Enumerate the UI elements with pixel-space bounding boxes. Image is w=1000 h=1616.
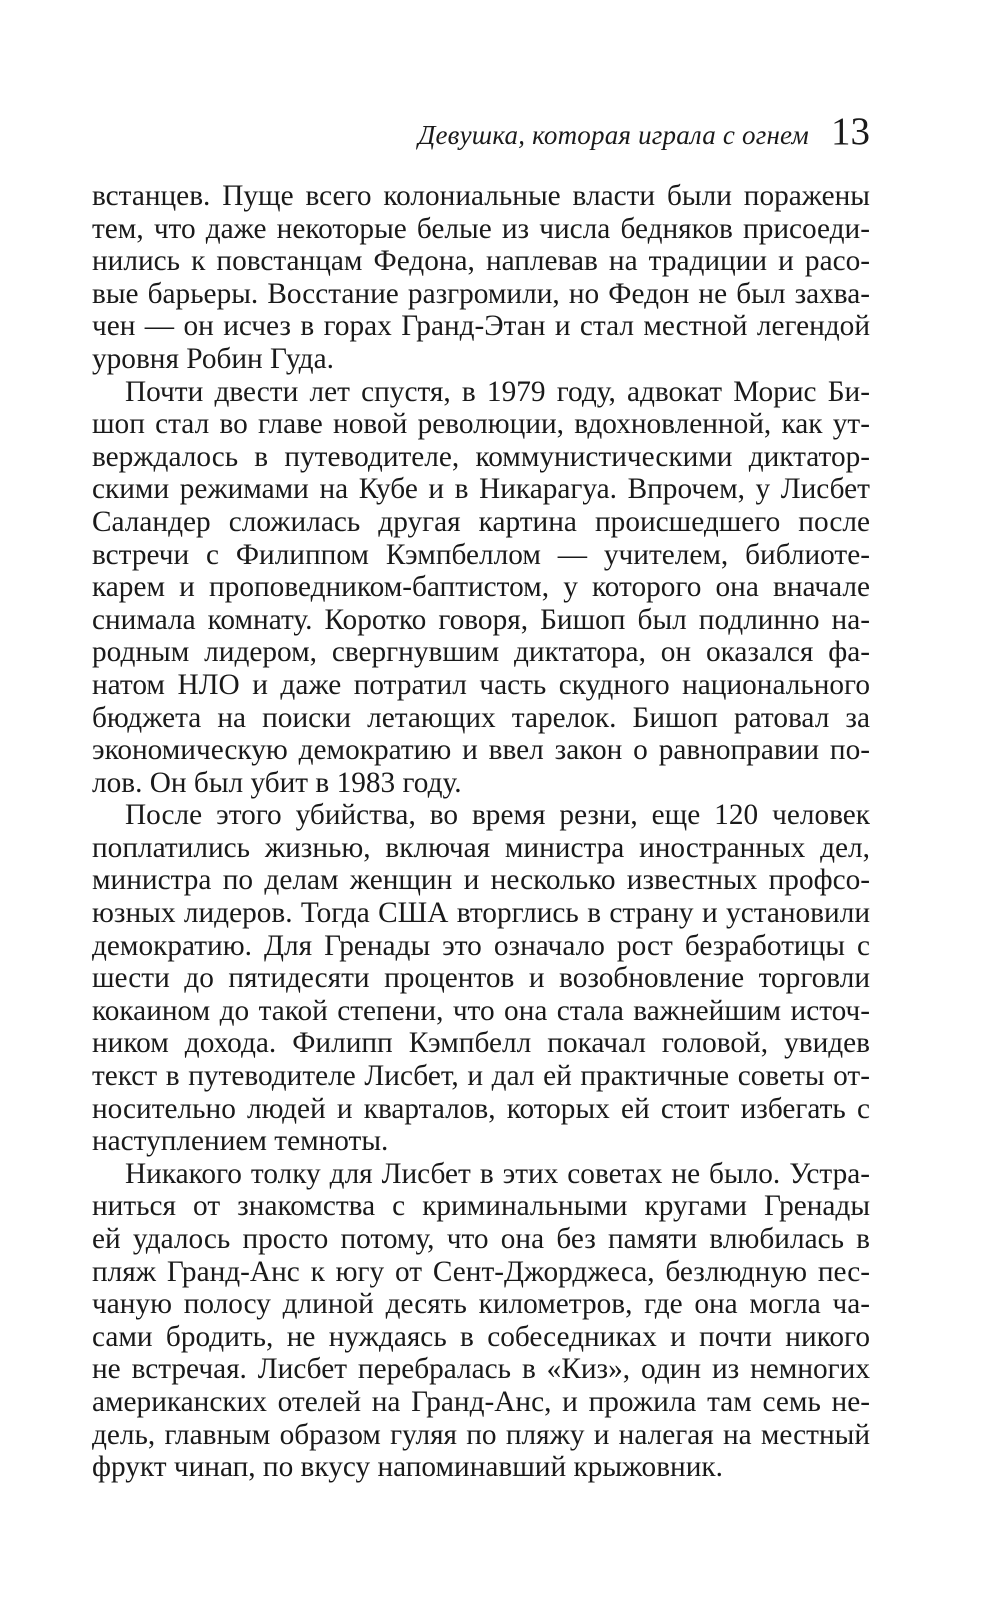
- text-line: шести до пятидесяти процентов и возобновление торговли: [92, 962, 870, 995]
- text-line: Саландер сложилась другая картина происшедшего после: [92, 505, 870, 538]
- text-line: Почти двести лет спустя, в 1979 году, адвокат Морис Би-: [125, 375, 870, 408]
- running-title: Девушка, которая играла с огнем: [418, 120, 809, 150]
- text-line: демократию. Для Гренады это означало рост безработицы с: [92, 929, 870, 962]
- text-line: чаную полосу длиной десять километров, где она могла ча-: [92, 1288, 870, 1321]
- text-line: Никакого толку для Лисбет в этих советах не было. Устра-: [125, 1157, 870, 1190]
- text-line: юзных лидеров. Тогда США вторглись в страну и установили: [92, 897, 870, 930]
- text-line: уровня Робин Гуда.: [92, 342, 334, 375]
- text-line: скими режимами на Кубе и в Никарагуа. Впрочем, у Лисбет: [92, 473, 870, 506]
- text-line: тем, что даже некоторые белые из числа бедняков присоеди-: [92, 212, 870, 245]
- paragraph: [92, 1158, 870, 1484]
- text-line: наступлением темноты.: [92, 1125, 389, 1158]
- text-line: шоп стал во главе новой революции, вдохновленной, как ут-: [92, 408, 870, 441]
- running-head: [92, 112, 870, 168]
- paragraph: [92, 376, 870, 800]
- text-line: экономическую демократию и ввел закон о равноправии по-: [92, 734, 870, 767]
- text-line: нились к повстанцам Федона, наплевав на традиции и расо-: [92, 245, 870, 278]
- text-line: поплатились жизнью, включая министра иностранных дел,: [92, 831, 870, 864]
- text-line: министра по делам женщин и несколько известных профсо-: [92, 864, 870, 897]
- text-line: текст в путеводителе Лисбет, и дал ей практичные советы от-: [92, 1060, 870, 1093]
- text-line: ниться от знакомства с криминальными кругами Гренады: [92, 1190, 870, 1223]
- text-line: кокаином до такой степени, что она стала важнейшим источ-: [92, 994, 870, 1027]
- text-line: ей удалось просто потому, что она без памяти влюбилась в: [92, 1223, 870, 1255]
- paragraph: [92, 180, 870, 376]
- text-line: ником дохода. Филипп Кэмпбелл покачал головой, увидев: [92, 1027, 870, 1060]
- page-number: 13: [831, 110, 870, 153]
- text-line: встречи с Филиппом Кэмпбеллом — учителем, библиоте-: [92, 538, 870, 571]
- text-line: сами бродить, не нуждаясь в собеседниках и почти никого: [92, 1320, 870, 1353]
- text-line: натом НЛО и даже потратил часть скудного национального: [92, 668, 870, 701]
- text-line: носительно людей и кварталов, которых ей стоит избегать с: [92, 1092, 870, 1125]
- text-line: После этого убийства, во время резни, еще 120 человек: [125, 799, 870, 832]
- text-line: пляж Гранд-Анс к югу от Сент-Джорджеса, безлюдную пес-: [92, 1255, 870, 1288]
- text-line: карем и проповедником-баптистом, у которого она вначале: [92, 571, 870, 604]
- text-line: верждалось в путеводителе, коммунистическими диктатор-: [92, 440, 870, 473]
- text-line: родным лидером, свергнувшим диктатора, он оказался фа-: [92, 636, 870, 669]
- text-line: встанцев. Пуще всего колониальные власти были поражены: [92, 180, 870, 212]
- text-line: лов. Он был убит в 1983 году.: [92, 766, 462, 799]
- paragraph: [92, 799, 870, 1158]
- text-line: фрукт чинап, по вкусу напоминавший крыжовник.: [92, 1451, 723, 1484]
- text-line: вые барьеры. Восстание разгромили, но Федон не был захва-: [92, 277, 870, 310]
- text-line: дель, главным образом гуляя по пляжу и налегая на местный: [92, 1418, 870, 1451]
- body-text: [92, 180, 870, 1484]
- text-line: не встречая. Лисбет перебралась в «Киз», один из немногих: [92, 1353, 870, 1386]
- text-line: снимала комнату. Коротко говоря, Бишоп был подлинно на-: [92, 603, 870, 636]
- text-line: чен — он исчез в горах Гранд-Этан и стал местной легендой: [92, 310, 870, 343]
- text-line: американских отелей на Гранд-Анс, и прожила там семь не-: [92, 1385, 870, 1418]
- text-line: бюджета на поиски летающих тарелок. Бишоп ратовал за: [92, 701, 870, 734]
